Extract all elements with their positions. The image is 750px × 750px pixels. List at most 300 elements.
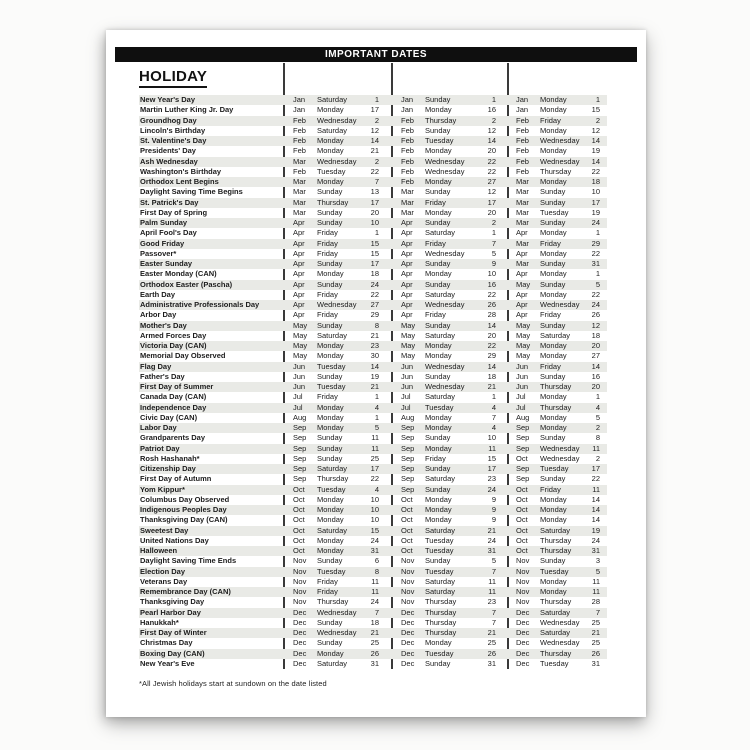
month-abbr: Mar [516,259,529,268]
day-number: 1 [374,412,379,422]
day-number: 10 [370,218,379,227]
weekday-name: Friday [425,238,446,248]
month-abbr: Sep [516,474,530,484]
weekday-name: Saturday [425,289,456,299]
date-cell-col1 [283,331,391,341]
month-abbr: May [516,320,531,330]
weekday-name: Monday [425,638,452,648]
important-dates-banner: IMPORTANT DATES [115,47,637,62]
day-number: 18 [591,330,600,340]
date-cell-col2 [391,659,507,669]
month-abbr: Feb [401,125,414,135]
date-cell-col2 [391,95,507,105]
day-number: 5 [595,412,600,422]
date-cell-col1 [283,495,391,505]
weekday-name: Friday [425,197,446,207]
weekday-name: Wednesday [540,156,580,166]
weekday-name: Sunday [425,484,451,494]
weekday-name: Wednesday [317,607,357,617]
day-number: 10 [487,269,496,279]
weekday-name: Thursday [540,166,572,176]
month-abbr: Dec [401,658,415,668]
table-row [139,300,607,310]
day-number: 26 [370,648,379,658]
weekday-name: Friday [540,484,561,494]
month-abbr: Oct [293,484,305,494]
date-cell-col3 [507,659,607,669]
month-abbr: Jan [516,95,529,104]
date-cell-col2 [391,126,507,136]
weekday-name: Wednesday [425,248,465,258]
day-number: 23 [487,474,496,484]
month-abbr: Apr [516,228,528,238]
table-row [139,341,607,351]
date-cell-col2 [391,403,507,413]
weekday-name: Monday [540,423,567,432]
month-abbr: Apr [401,300,413,309]
month-abbr: Oct [516,494,528,504]
day-number: 15 [591,105,600,115]
weekday-name: Friday [317,248,338,258]
table-row [139,95,607,105]
day-number: 4 [595,402,600,412]
weekday-name: Friday [317,228,338,238]
date-cell-col1 [283,444,391,454]
weekday-name: Thursday [425,115,457,125]
day-number: 5 [491,248,496,258]
month-abbr: Feb [293,125,306,135]
month-abbr: Sep [516,443,530,453]
weekday-name: Sunday [317,443,343,453]
holiday-name: Columbus Day Observed [140,494,230,504]
weekday-name: Monday [317,402,344,412]
month-abbr: Jun [401,382,414,391]
date-cell-col2 [391,515,507,525]
date-cell-col3 [507,198,607,208]
month-abbr: Nov [293,576,307,586]
month-abbr: Jul [401,402,411,412]
month-abbr: May [293,341,308,350]
month-abbr: Mar [516,218,529,227]
holiday-name: Christmas Day [140,638,193,648]
table-row [139,556,607,566]
month-abbr: Oct [516,525,528,535]
day-number: 11 [488,443,496,453]
weekday-name: Monday [317,505,344,514]
date-cell-col3 [507,259,607,269]
day-number: 5 [374,423,379,432]
weekday-name: Sunday [425,279,451,289]
month-abbr: Oct [401,525,413,535]
weekday-name: Wednesday [540,617,580,627]
weekday-name: Monday [425,351,452,361]
holiday-name: First Day of Winter [139,628,283,638]
table-row [139,382,607,392]
day-number: 11 [592,443,600,453]
month-abbr: Feb [401,136,414,145]
weekday-name: Monday [540,146,567,156]
month-abbr: Aug [293,412,307,422]
holiday-name: Thanksgiving Day (CAN) [140,515,228,525]
date-cell-col3 [507,474,607,484]
date-cell-col3 [507,597,607,607]
table-row [139,392,607,402]
date-cell-col2 [391,608,507,618]
date-cell-col2 [391,433,507,443]
month-abbr: Apr [293,238,305,248]
date-cell-col3 [507,454,607,464]
date-cell-col2 [391,280,507,290]
date-cell-col1 [283,392,391,402]
weekday-name: Friday [540,238,561,248]
date-cell-col2 [391,423,507,433]
month-abbr: Nov [401,566,415,576]
day-number: 14 [591,515,600,525]
date-cell-col1 [283,321,391,331]
holiday-name: Easter Monday (CAN) [140,269,217,279]
weekday-name: Sunday [317,638,343,648]
month-abbr: Nov [401,597,415,607]
month-abbr: Jan [516,105,529,115]
month-abbr: Mar [516,207,529,217]
day-number: 1 [374,392,379,402]
date-cell-col1 [283,167,391,177]
date-cell-col1 [283,351,391,361]
weekday-name: Sunday [425,187,451,197]
month-abbr: Sep [401,453,415,463]
weekday-name: Sunday [317,371,343,381]
holiday-name: Arbor Day [140,310,177,320]
month-abbr: Feb [401,115,414,125]
month-abbr: Oct [293,494,305,504]
weekday-name: Monday [425,412,452,422]
table-row [139,198,607,208]
date-cell-col2 [391,269,507,279]
weekday-name: Sunday [317,187,343,197]
holiday-name: Canada Day (CAN) [140,392,207,402]
day-number: 3 [595,556,600,566]
date-cell-col3 [507,587,607,597]
table-row [139,464,607,474]
month-abbr: May [516,351,531,361]
holiday-name: Father's Day [140,371,185,381]
weekday-name: Sunday [540,197,566,207]
holiday-name: Washington's Birthday [140,166,222,176]
day-number: 1 [595,269,600,279]
holiday-name: Easter Sunday [139,259,283,269]
table-row [139,474,607,484]
day-number: 5 [595,279,600,289]
holiday-name: Orthodox Lent Begins [139,177,283,187]
month-abbr: Dec [293,648,307,658]
day-number: 31 [591,658,600,668]
day-number: 19 [591,207,600,217]
weekday-name: Thursday [317,474,349,484]
date-cell-col3 [507,218,607,228]
date-cell-col3 [507,505,607,515]
day-number: 14 [370,361,379,371]
weekday-name: Monday [317,546,344,555]
date-cell-col2 [391,546,507,556]
month-abbr: Jul [516,392,526,402]
weekday-name: Monday [317,351,344,361]
weekday-name: Wednesday [540,136,580,145]
date-cell-col2 [391,351,507,361]
date-cell-col3 [507,423,607,433]
day-number: 14 [487,136,496,145]
month-abbr: Dec [516,648,530,658]
date-cell-col2 [391,228,507,238]
day-number: 5 [595,566,600,576]
day-number: 22 [487,341,496,350]
day-number: 15 [370,525,379,535]
date-cell-col3 [507,392,607,402]
weekday-name: Saturday [425,330,456,340]
day-number: 14 [487,320,496,330]
weekday-name: Monday [425,207,452,217]
month-abbr: Mar [293,177,306,186]
month-abbr: Apr [401,218,413,227]
weekday-name: Sunday [317,259,343,268]
month-abbr: Jun [293,371,306,381]
weekday-name: Saturday [425,474,456,484]
day-number: 9 [491,494,496,504]
weekday-name: Monday [317,341,344,350]
month-abbr: May [516,330,531,340]
day-number: 1 [491,95,496,104]
date-cell-col2 [391,300,507,310]
month-abbr: Jul [401,392,411,402]
day-number: 1 [491,392,496,402]
month-abbr: Jun [516,371,529,381]
weekday-name: Thursday [540,382,572,391]
day-number: 22 [487,289,496,299]
day-number: 11 [488,576,496,586]
holiday-name: Passover* [140,248,177,258]
day-number: 1 [595,95,600,104]
month-abbr: Nov [293,566,307,576]
month-abbr: Dec [516,658,530,668]
month-abbr: Dec [401,617,415,627]
date-cell-col1 [283,239,391,249]
month-abbr: Feb [516,115,529,125]
table-row [139,321,607,331]
day-number: 17 [591,464,600,473]
day-number: 17 [370,197,379,207]
month-abbr: Apr [293,279,305,289]
month-abbr: Oct [516,453,528,463]
day-number: 31 [370,658,379,668]
month-abbr: Nov [401,556,415,566]
day-number: 4 [374,402,379,412]
day-number: 22 [487,166,496,176]
date-cell-col2 [391,628,507,638]
holiday-name: Sweetest Day [139,526,283,536]
weekday-name: Friday [540,115,561,125]
table-row [139,454,607,464]
month-abbr: Feb [516,166,529,176]
document-page [106,30,646,717]
date-cell-col3 [507,300,607,310]
day-number: 8 [374,566,379,576]
weekday-name: Sunday [540,218,566,227]
date-cell-col2 [391,485,507,495]
day-number: 21 [591,628,600,637]
weekday-name: Friday [317,587,338,596]
weekday-name: Saturday [317,525,348,535]
weekday-name: Friday [425,453,446,463]
month-abbr: Sep [401,423,415,432]
weekday-name: Sunday [317,279,343,289]
month-abbr: Apr [293,269,305,279]
holiday-name: New Year's Eve [140,658,195,668]
weekday-name: Saturday [425,576,456,586]
weekday-name: Sunday [425,95,451,104]
weekday-name: Monday [540,341,567,350]
day-number: 18 [591,177,600,186]
day-number: 17 [487,197,496,207]
weekday-name: Thursday [425,628,457,637]
month-abbr: Aug [401,412,415,422]
month-abbr: Sep [401,464,415,473]
date-cell-col2 [391,146,507,156]
date-cell-col3 [507,433,607,443]
date-cell-col1 [283,649,391,659]
day-number: 22 [591,248,600,258]
day-number: 28 [487,310,496,320]
month-abbr: Feb [516,136,529,145]
month-abbr: Jun [401,371,414,381]
day-number: 24 [591,218,600,227]
weekday-name: Monday [540,494,567,504]
day-number: 20 [487,207,496,217]
day-number: 21 [487,382,496,391]
holiday-name: Halloween [139,546,283,556]
day-number: 7 [491,617,496,627]
date-cell-col2 [391,167,507,177]
table-row [139,290,607,300]
month-abbr: Sep [293,453,307,463]
day-number: 2 [595,423,600,432]
date-cell-col3 [507,280,607,290]
weekday-name: Saturday [317,95,348,104]
date-cell-col2 [391,331,507,341]
month-abbr: Sep [516,464,530,473]
month-abbr: Apr [401,289,413,299]
date-cell-col3 [507,403,607,413]
weekday-name: Saturday [317,464,348,473]
day-number: 21 [370,628,379,637]
date-cell-col2 [391,372,507,382]
holiday-name: Thanksgiving Day [140,597,205,607]
table-row [139,526,607,536]
weekday-name: Monday [540,177,567,186]
table-row [139,433,607,443]
weekday-name: Saturday [540,628,571,637]
date-cell-col1 [283,280,391,290]
date-cell-col1 [283,116,391,126]
month-abbr: Sep [293,433,307,443]
day-number: 9 [491,515,496,525]
month-abbr: May [293,330,308,340]
day-number: 31 [591,546,600,555]
date-cell-col1 [283,485,391,495]
date-cell-col3 [507,526,607,536]
date-cell-col1 [283,628,391,638]
date-cell-col1 [283,341,391,351]
month-abbr: Jun [401,361,414,371]
month-abbr: Jul [516,402,526,412]
day-number: 17 [370,259,379,268]
date-cell-col3 [507,177,607,187]
date-cell-col1 [283,526,391,536]
weekday-name: Wednesday [317,115,357,125]
month-abbr: Feb [401,166,414,176]
weekday-name: Wednesday [425,166,465,176]
weekday-name: Monday [425,505,452,514]
date-cell-col1 [283,597,391,607]
month-abbr: Oct [401,515,413,525]
date-cell-col1 [283,403,391,413]
month-abbr: Dec [293,617,307,627]
month-abbr: Nov [293,597,307,607]
month-abbr: Apr [516,248,528,258]
date-cell-col2 [391,464,507,474]
weekday-name: Friday [317,392,338,402]
day-number: 6 [374,556,379,566]
day-number: 19 [591,146,600,156]
table-row [139,423,607,433]
month-abbr: May [401,320,416,330]
day-number: 29 [591,238,600,248]
holiday-name: Citizenship Day [139,464,283,474]
weekday-name: Sunday [317,556,343,566]
date-cell-col1 [283,618,391,628]
day-number: 18 [370,269,379,279]
table-row [139,259,607,269]
date-cell-col2 [391,310,507,320]
date-cell-col2 [391,105,507,115]
date-cell-col3 [507,249,607,259]
month-abbr: Nov [516,587,530,596]
table-row [139,587,607,597]
day-number: 14 [591,505,600,514]
month-abbr: Oct [516,515,528,525]
table-row [139,495,607,505]
day-number: 2 [595,453,600,463]
day-number: 13 [370,187,379,197]
weekday-name: Monday [317,136,344,145]
date-cell-col1 [283,382,391,392]
date-cell-col2 [391,536,507,546]
month-abbr: May [516,341,531,350]
day-number: 26 [487,300,496,309]
month-abbr: Oct [293,505,305,514]
weekday-name: Monday [425,105,452,115]
weekday-name: Monday [540,125,567,135]
month-abbr: Dec [401,648,415,658]
day-number: 10 [370,515,379,525]
weekday-name: Saturday [317,658,348,668]
day-number: 27 [591,351,600,361]
weekday-name: Monday [425,177,452,186]
day-number: 14 [591,156,600,166]
weekday-name: Saturday [425,525,456,535]
date-cell-col2 [391,567,507,577]
weekday-name: Thursday [317,597,349,607]
date-cell-col2 [391,649,507,659]
month-abbr: May [401,351,416,361]
